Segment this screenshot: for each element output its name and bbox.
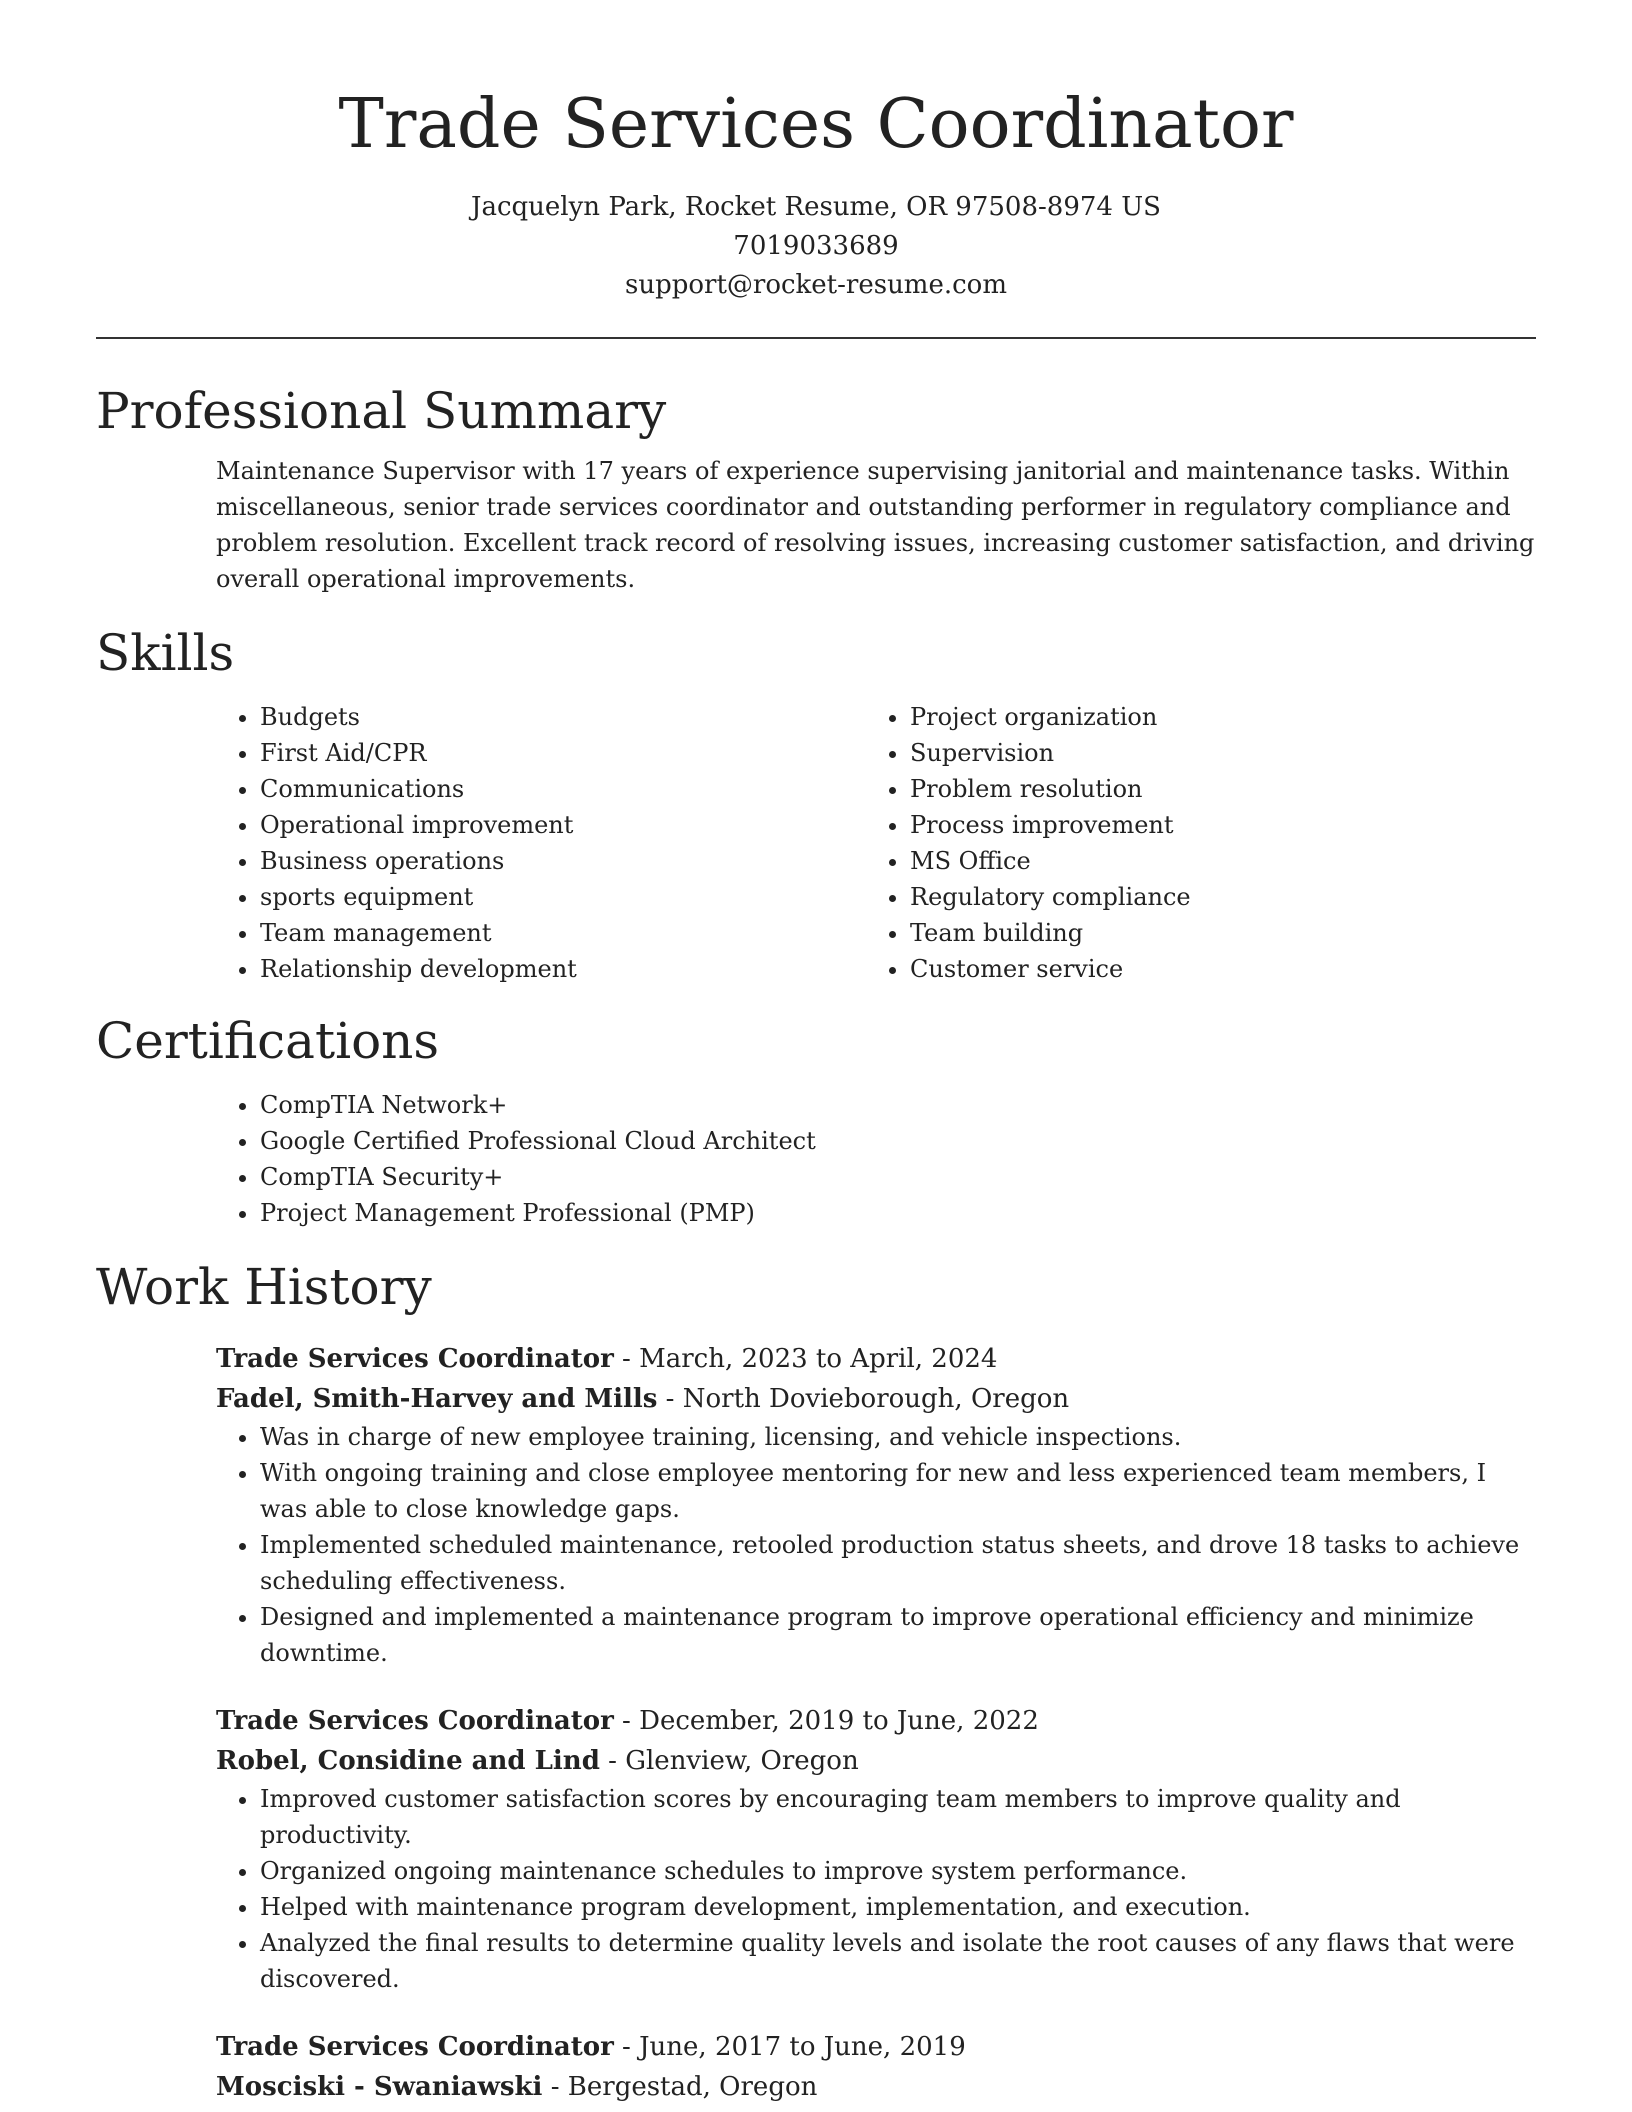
job-separator: - [613, 1706, 640, 1737]
summary-text: Maintenance Supervisor with 17 years of experience supervising janitorial and maintenance tasks. Within miscellaneous, senior trade services coordinator and outstanding performer in regulatory compliance and problem resolution. Excellent track record of resolving issues, increasing customer satisfaction, and driving overall operational improvements. [216, 457, 1535, 594]
job-title-line [216, 1339, 1536, 1379]
job-company-line [216, 2067, 1536, 2107]
job-dates: March, 2023 to April, 2024 [639, 1344, 998, 1375]
job-title: Trade Services Coordinator [216, 2032, 614, 2063]
job-bullet: • Implemented scheduled maintenance, retooled production status sheets, and drove 18 tasks to achieve scheduling effectiveness. [260, 1527, 1536, 1599]
job-company-line [216, 1741, 1536, 1781]
job-location: North Dovieborough, Oregon [682, 1384, 1070, 1415]
job-entry [216, 1701, 1536, 1997]
job-separator: - [657, 1384, 683, 1415]
skills-column-right [866, 699, 1516, 987]
job-location: Bergestad, Oregon [567, 2072, 818, 2103]
job-bullet: • Helped with maintenance program development, implementation, and execution. [260, 1889, 1536, 1925]
summary-heading: Professional Summary [96, 382, 667, 441]
skills-columns [216, 699, 1536, 987]
job-company: Robel, Considine and Lind [216, 1746, 600, 1777]
job-bullet: • With ongoing training and close employee mentoring for new and less experienced team members, I was able to close knowledge gaps. [260, 1455, 1536, 1527]
skill-item: • Supervision [910, 735, 1516, 771]
skills-column-left [216, 699, 866, 987]
job-bullet: • Designed and implemented a maintenance program to improve operational efficiency and minimize downtime. [260, 1599, 1536, 1671]
job-dates: June, 2017 to June, 2019 [639, 2032, 966, 2063]
job-separator: - [542, 2072, 568, 2103]
resume-header [96, 0, 1536, 305]
contact-phone: 7019033689 [733, 231, 899, 262]
certification-item: • CompTIA Security+ [260, 1159, 1536, 1195]
certifications-heading: Certifications [96, 1012, 440, 1071]
certifications-list [216, 1087, 1536, 1231]
skill-item: • Regulatory compliance [910, 879, 1516, 915]
job-separator: - [613, 1344, 640, 1375]
skill-item: • First Aid/CPR [260, 735, 866, 771]
job-bullet: • Improved customer satisfaction scores by encouraging team members to improve quality and productivity. [260, 1781, 1536, 1853]
skill-item: • Customer service [910, 951, 1516, 987]
job-title-line [216, 2027, 1536, 2067]
job-location: Glenview, Oregon [625, 1746, 859, 1777]
contact-email: support@rocket-resume.com [624, 270, 1007, 301]
skill-item: • Team management [260, 915, 866, 951]
job-company-line [216, 1379, 1536, 1419]
skills-heading: Skills [96, 624, 235, 683]
skill-item: • Budgets [260, 699, 866, 735]
skill-item: • Team building [910, 915, 1516, 951]
job-separator: - [613, 2032, 640, 2063]
job-separator: - [599, 1746, 626, 1777]
skill-item: • sports equipment [260, 879, 866, 915]
skill-item: • Relationship development [260, 951, 866, 987]
skill-item: • Communications [260, 771, 866, 807]
skill-item: • Process improvement [910, 807, 1516, 843]
job-company: Mosciski - Swaniawski [216, 2072, 543, 2103]
certifications-block [216, 1087, 1536, 1231]
contact-info [96, 188, 1536, 305]
resume-title: Trade Services Coordinator [338, 85, 1294, 164]
job-bullets [216, 1781, 1536, 1997]
skill-item: • MS Office [910, 843, 1516, 879]
certification-item: • Google Certified Professional Cloud Architect [260, 1123, 1536, 1159]
skills-list-left [216, 699, 866, 987]
job-entry [216, 2027, 1536, 2107]
skill-item: • Operational improvement [260, 807, 866, 843]
work-history-heading: Work History [96, 1258, 432, 1317]
skill-item: • Problem resolution [910, 771, 1516, 807]
job-company: Fadel, Smith-Harvey and Mills [216, 1384, 658, 1415]
job-dates: December, 2019 to June, 2022 [639, 1706, 1039, 1737]
skill-item: • Business operations [260, 843, 866, 879]
header-divider [96, 337, 1536, 339]
contact-address: Jacquelyn Park, Rocket Resume, OR 97508-8974 US [471, 192, 1161, 223]
job-title-line [216, 1701, 1536, 1741]
job-entry [216, 1339, 1536, 1671]
skill-item: • Project organization [910, 699, 1516, 735]
skills-list-right [866, 699, 1516, 987]
job-bullet: • Organized ongoing maintenance schedules to improve system performance. [260, 1853, 1536, 1889]
job-title: Trade Services Coordinator [216, 1344, 614, 1375]
job-bullets [216, 1419, 1536, 1671]
certification-item: • Project Management Professional (PMP) [260, 1195, 1536, 1231]
job-bullet: • Was in charge of new employee training, licensing, and vehicle inspections. [260, 1419, 1536, 1455]
job-bullet: • Analyzed the final results to determine quality levels and isolate the root causes of any flaws that were discovered. [260, 1925, 1536, 1997]
job-title: Trade Services Coordinator [216, 1706, 614, 1737]
certification-item: • CompTIA Network+ [260, 1087, 1536, 1123]
